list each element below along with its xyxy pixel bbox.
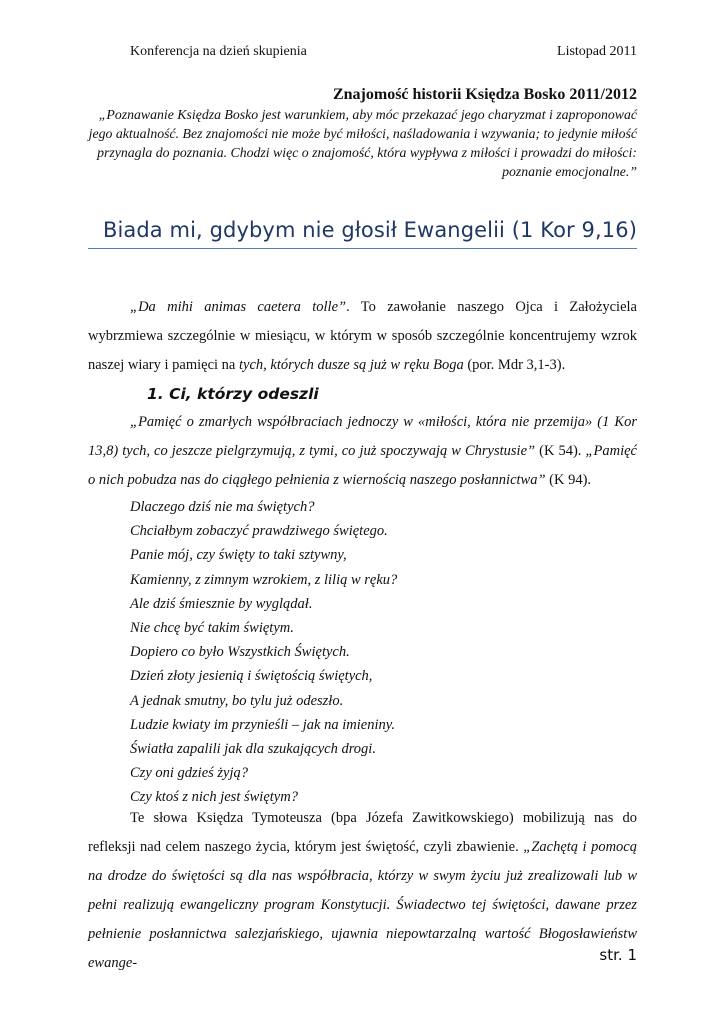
- poem-line: Czy ktoś z nich jest świętym?: [130, 789, 298, 806]
- poem-line: Ale dziś śmiesznie by wyglądał.: [130, 595, 313, 612]
- poem-line: Panie mój, czy święty to taki sztywny,: [130, 547, 347, 564]
- page-number: str. 1: [599, 946, 637, 964]
- intro-italic-phrase: tych, których dusze są już w ręku Boga: [238, 357, 464, 373]
- poem: [130, 495, 397, 810]
- poem-line: Nie chcę być takim świętym.: [130, 620, 294, 637]
- intro-reference: (por. Mdr 3,1-3).: [463, 357, 566, 373]
- intro-text: . To zawołanie naszego Ojca i Założyciela wybrzmiewa szczególnie w miesiącu, w którym w sposób szczególnie koncentrujemy wzrok naszej wiary i pamięci na: [88, 299, 637, 373]
- constitution-ref-2: (K 94).: [545, 472, 592, 488]
- poem-line: Dlaczego dziś nie ma świętych?: [130, 499, 315, 515]
- constitution-ref-1: (K 54).: [535, 443, 586, 459]
- constitution-quote-2: „Pamięć o nich pobudza nas do ciągłego pełnienia z wiernością naszego posłannictwa”: [88, 443, 637, 488]
- reflection-paragraph: [88, 804, 637, 978]
- header-right: Listopad 2011: [557, 44, 637, 59]
- section-heading: 1. Ci, którzy odeszli: [147, 385, 319, 403]
- title-underline: [88, 248, 637, 249]
- poem-line: Ludzie kwiaty im przynieśli – jak na imieniny.: [130, 716, 396, 733]
- poem-line: Czy oni gdzieś żyją?: [130, 765, 249, 782]
- poem-line: Chciałbym zobaczyć prawdziwego świętego.: [130, 523, 388, 540]
- poem-line: Kamienny, z zimnym wzrokiem, z lilią w ręku?: [130, 571, 398, 588]
- constitution-quote-1: „Pamięć o zmarłych współbraciach jednoczy w «miłości, która nie przemija» (1 Kor 13,8) tych, co jeszcze pielgrzymują, z tymi, co już spoczywają w Chrystusie”: [88, 414, 637, 459]
- page-title: Biada mi, gdybym nie głosił Ewangelii (1 Kor 9,16): [102, 218, 637, 242]
- poem-line: Dzień złoty jesienią i świętością świętych,: [130, 668, 373, 685]
- poem-line: A jednak smutny, bo tylu już odeszło.: [130, 692, 344, 709]
- epigraph: „Poznawanie Księdza Bosko jest warunkiem, aby móc przekazać jego charyzmat i zaproponować jego aktualność. Bez znajomości nie może być miłości, naśladowania i wzywania; to jedynie miłość przynagla do poznania. Chodzi więc o znajomość, która wypływa z miłości i prowadzi do miłości: poznanie emocjonalne.”: [88, 107, 637, 179]
- poem-line: Dopiero co było Wszystkich Świętych.: [130, 644, 350, 661]
- intro-quote: „Da mihi animas caetera tolle”: [130, 299, 347, 315]
- intro-paragraph: [88, 293, 637, 380]
- poem-line: Światła zapalili jak dla szukających drogi.: [130, 741, 376, 758]
- section-paragraph: [88, 408, 637, 495]
- reflection-text: Te słowa Księdza Tymoteusza (bpa Józefa Zawitkowskiego) mobilizują nas do refleksji nad celem naszego życia, którym jest świętość, czyli zbawienie.: [88, 810, 637, 855]
- series-title: Znajomość historii Księdza Bosko 2011/2012: [332, 86, 637, 103]
- header-left: Konferencja na dzień skupienia: [130, 44, 307, 59]
- reflection-quote: „Zachętą i pomocą na drodze do świętości są dla nas współbracia, którzy w swym życiu już zrealizowali lub w pełni realizują ewangeliczny program Konstytucji. Świadectwo tej świętości, dawane przez pełnienie posłannictwa salezjańskiego, ujawnia niepowtarzalną wartość Błogosławieństw ewange-: [88, 839, 637, 971]
